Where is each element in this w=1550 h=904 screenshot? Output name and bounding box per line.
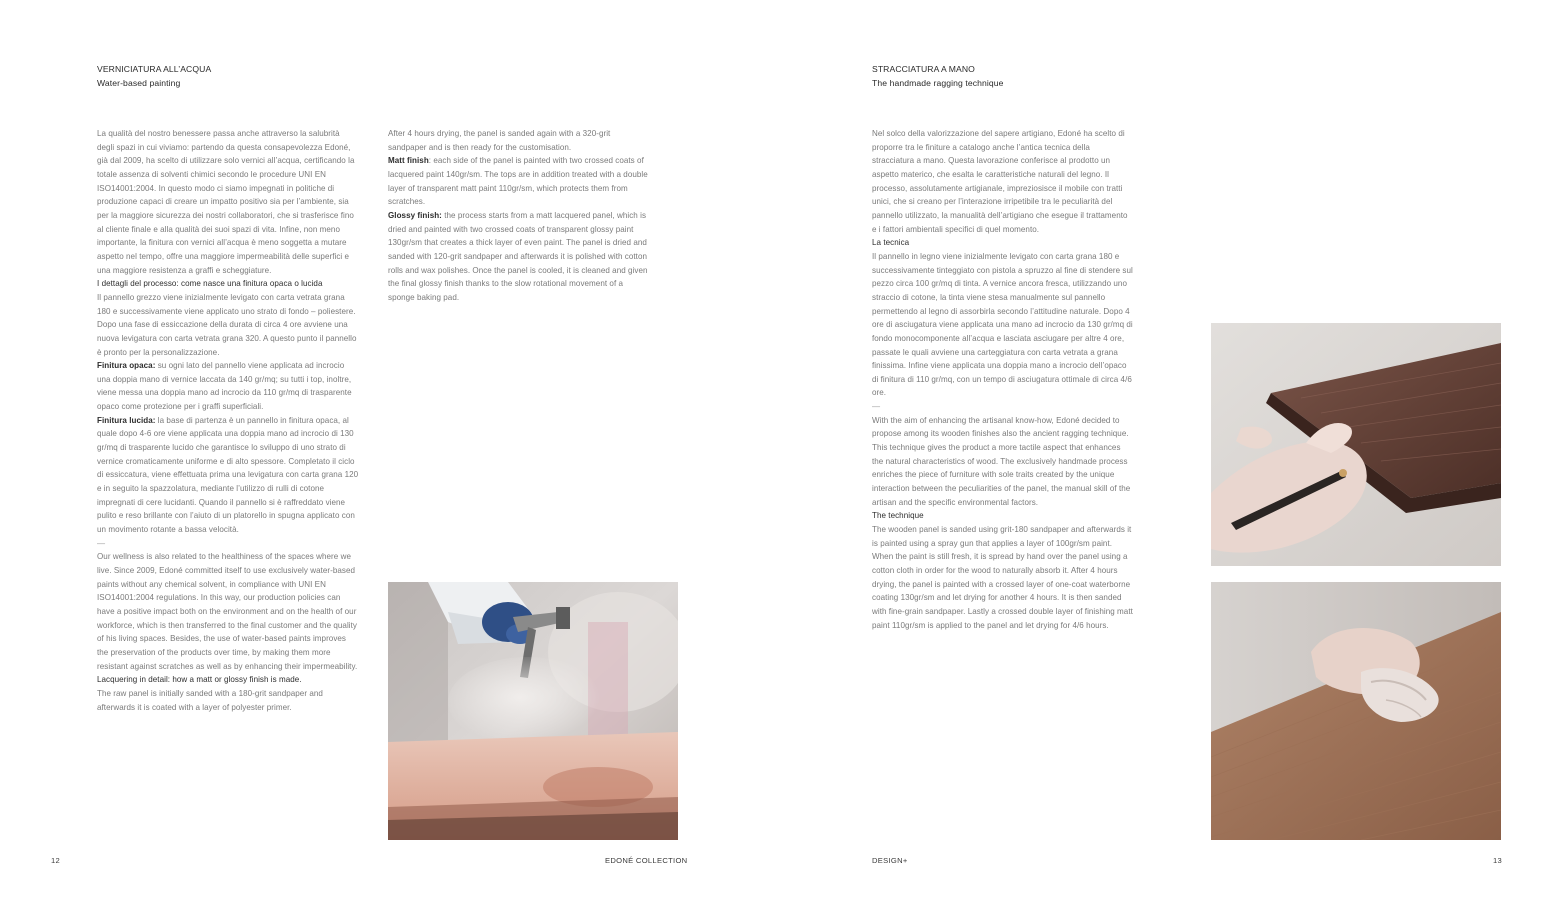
matt-label-en: Matt finish bbox=[388, 156, 429, 166]
left-column-2 bbox=[388, 127, 650, 305]
glossy-label-en: Glossy finish: bbox=[388, 210, 442, 220]
technique-text-it: Il pannello in legno viene inizialmente levigato con carta grana 180 e successivamente tinteggiato con pistola a spruzzo al fine di stendere sul pezzo circa 100 gr/mq di tinta. A vernice ancora fresca, utilizzando uno straccio di cotone, la tinta viene stesa manualmente sul pannello permettendo al legno di assorbirla secondo l’attitudine naturale. Dopo 4 ore di asciugatura viene applicata una mano ad incrocio da 130 gr/mq di fondo monocomponente all’acqua e lasciata asciugare per altre 4 ore, passate le quali avviene una carteggiatura con carta vetrata a grana finissima. Infine viene applicata una doppia mano a incrocio dell’opaco di finitura di 110 gr/mq, con un tempo di asciugatura ottimale di circa 4/6 ore. bbox=[872, 251, 1133, 398]
glossy-text-it: la base di partenza è un pannello in finitura opaca, al quale dopo 4-6 ore viene applicata una doppia mano ad incrocio di 130 gr/mq di trasparente lucido che garantisce lo sviluppo di uno strato di vernice cromaticamente uniforme e di alto spessore. Completato il ciclo di essiccatura, viene effettuata prima una levigatura con carta grana 120 e in seguito la spazzolatura, mediante l’utilizzo di rulli di cotone impregnati di cere lucidanti. Quando il pannello si è raffreddato viene pulito e reso brillante con l’aiuto di un platorello in spugna applicato con un movimento rotante a bassa velocità. bbox=[97, 415, 359, 535]
technique-heading-it: La tecnica bbox=[872, 238, 910, 248]
separator: — bbox=[872, 402, 881, 412]
section-title-ragging bbox=[872, 63, 1004, 91]
technique-heading-en: The technique bbox=[872, 511, 924, 521]
process-text-en: The raw panel is initially sanded with a 180-grit sandpaper and afterwards it is coated with a layer of polyester primer. bbox=[97, 688, 323, 712]
ragging-photo-bottom bbox=[1211, 582, 1501, 840]
section-title-water-painting bbox=[97, 63, 211, 91]
page-number-left: 12 bbox=[51, 856, 61, 865]
matt-finish-it bbox=[97, 359, 359, 414]
separator: — bbox=[97, 538, 106, 548]
ragging-photo-top bbox=[1211, 323, 1501, 566]
process-heading-it: I dettagli del processo: come nasce una finitura opaca o lucida bbox=[97, 279, 323, 289]
matt-text-it: su ogni lato del pannello viene applicata ad incrocio una doppia mano di vernice laccata da 140 gr/mq; su tutti i top, inoltre, viene messa una doppia mano ad incrocio da 110 gr/mq di trasparente opaco come protezione per i graffi superficiali. bbox=[97, 361, 352, 412]
glossy-text-en: the process starts from a matt lacquered panel, which is dried and painted with two crossed coats of transparent glossy paint 130gr/sm that creates a thick layer of even paint. The panel is dried and sanded with 120-grit sandpaper and afterwards it is polished with cotton rolls and wax polishes. Once the panel is cooled, it is cleaned and given the final glossy finish thanks to the slow rotational movement of a sponge baking pad. bbox=[388, 210, 648, 302]
intro-it: Nel solco della valorizzazione del sapere artigiano, Edoné ha scelto di proporre tra le finiture a catalogo anche l’antica tecnica della stracciatura a mano. Questa lavorazione conferisce al prodotto un aspetto materico, che esalta le caratteristiche naturali del legno. Il processo, assolutamente artigianale, impreziosisce il mobile con tratti unici, che si creano per l’interazione irripetibile tra le peculiarità del pannello utilizzato, la manualità dell’artigiano che esegue il trattamento e i fattori ambientali specifici di quel momento. bbox=[872, 129, 1128, 234]
intro-it: La qualità del nostro benessere passa anche attraverso la salubrità degli spazi in cui viviamo: partendo da questa consapevolezza Edoné, già dal 2009, ha scelto di utilizzare solo vernici all’acqua, certificando la totale assenza di solventi chimici secondo le procedure UNI EN ISO14001:2004. In questo modo ci siamo impegnati in politiche di produzione capaci di creare un impatto positivo sia per l’ambiente, sia per la maggiore sicurezza dei nostri collaboratori, che si trasferisce fino al cliente finale e alla qualità dei suoi spazi di vita. Infine, non meno importante, la finitura con vernici all’acqua è meno soggetta a mutare aspetto nel tempo, offre una maggiore impermeabilità delle superfici e una maggiore resistenza a graffi e scheggiature. bbox=[97, 129, 355, 275]
technique-text-en: The wooden panel is sanded using grit-180 sandpaper and afterwards it is painted using a spray gun that applies a layer of 100gr/sm paint. When the paint is still fresh, it is spread by hand over the panel using a cotton cloth in order for the wood to naturally absorb it. After 4 hours drying, the panel is painted with a crossed layer of one-coat waterborne coating 130gr/sm and let drying for another 4 hours. It is then sanded with fine-grain sandpaper. Lastly a crossed double layer of finishing matt paint 110gr/sm is applied to the panel and let drying for 4/6 hours. bbox=[872, 525, 1133, 630]
drying-text-en: After 4 hours drying, the panel is sanded again with a 320-grit sandpaper and is then ready for the customisation. bbox=[388, 129, 611, 152]
process-text-it: Il pannello grezzo viene inizialmente levigato con carta vetrata grana 180 e successivamente viene applicato uno strato di fondo – poliestere. Dopo una fase di essiccazione della durata di circa 4 ore avviene una nuova levigatura con carta vetrata grana 320. A questo punto il pannello è pronto per la personalizzazione. bbox=[97, 292, 357, 357]
footer-design: DESIGN+ bbox=[872, 856, 908, 865]
glossy-finish-en bbox=[388, 209, 650, 305]
section-title-en: Water-based painting bbox=[97, 77, 181, 88]
intro-en: Our wellness is also related to the healthiness of the spaces where we live. Since 2009, Edoné committed itself to use exclusively water-based paints without any chemical solvent, in compliance with UNI EN ISO14001:2004 regulations. In this way, our production policies can have a positive impact both on the environment and on the health of our workforce, which is then transferred to the final customer and the quality of his living spaces. Besides, the use of water-based paints improves the preservation of the products over time, by making them more resistant against scratches as well as by enhancing their impermeability. bbox=[97, 552, 358, 671]
matt-label-it: Finitura opaca: bbox=[97, 361, 156, 371]
spray-painting-photo bbox=[388, 582, 678, 840]
matt-text-en: : each side of the panel is painted with two crossed coats of lacquered paint 140gr/sm. The tops are in addition treated with a double layer of transparent matt paint 110gr/sm, which protects them from scratches. bbox=[388, 156, 648, 207]
matt-finish-en bbox=[388, 154, 650, 209]
glossy-label-it: Finitura lucida: bbox=[97, 415, 156, 425]
footer-collection: EDONÉ COLLECTION bbox=[605, 856, 688, 865]
intro-en: With the aim of enhancing the artisanal know-how, Edoné decided to propose among its wooden finishes also the ancient ragging technique. This technique gives the product a more tactile aspect that enhances the natural characteristics of wood. The exclusively handmade process enriches the piece of furniture with sole traits created by the unique interaction between the peculiarities of the panel, the manual skill of the artisan and the specific environmental factors. bbox=[872, 415, 1131, 507]
page-number-right: 13 bbox=[1493, 856, 1503, 865]
section-title-it: VERNICIATURA ALL’ACQUA bbox=[97, 64, 212, 74]
left-column-1 bbox=[97, 127, 359, 714]
glossy-finish-it bbox=[97, 414, 359, 537]
section-title-it: STRACCIATURA A MANO bbox=[872, 64, 975, 74]
process-heading-en: Lacquering in detail: how a matt or glossy finish is made. bbox=[97, 675, 302, 685]
right-page bbox=[775, 0, 1550, 904]
section-title-en: The handmade ragging technique bbox=[872, 77, 1004, 88]
right-column-1 bbox=[872, 127, 1134, 632]
